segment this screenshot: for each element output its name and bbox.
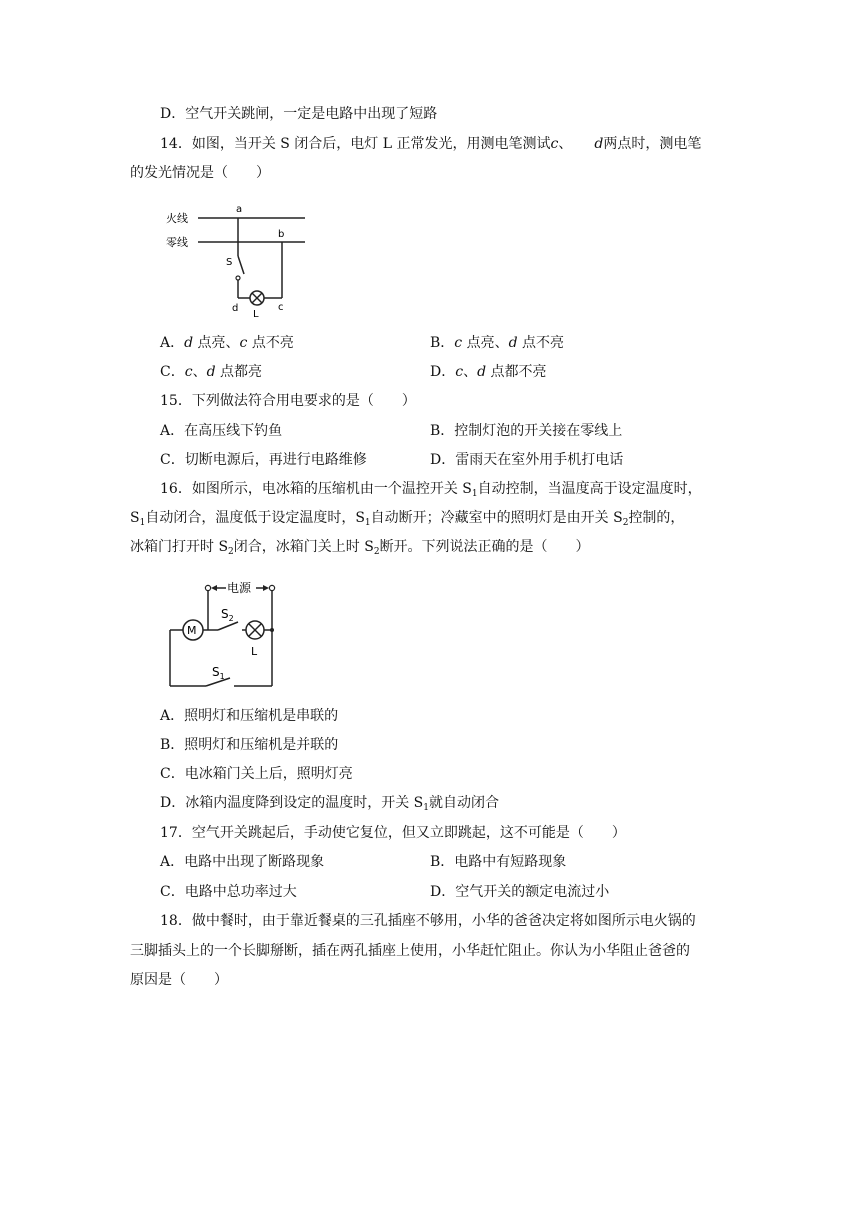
q15-option-a: A．在高压线下钓鱼 [160,423,283,439]
q14-option-d-var1: c [455,364,464,380]
q14-option-b-letter: B． [430,335,455,351]
q14-option-d-var2: d [477,364,487,380]
q14-stem-line2: 的发光情况是（ ） [130,165,270,181]
q15-stem: 15．下列做法符合用电要求的是（ ） [160,393,416,409]
q16-l2-text1: 自动闭合，温度低于设定温度时，S [145,510,365,526]
q16-fridge-circuit-diagram [162,572,290,692]
q18-stem-line2: 三脚插头上的一个长脚掰断，插在两孔插座上使用，小华赶忙阻止。你认为小华阻止爸爸的 [130,943,690,959]
q16-option-d-sub: 1 [423,803,429,813]
q14-live-wire-label: 火线 [166,212,188,225]
q14-option-b-text1: 点亮、 [462,335,509,351]
q14-point-d-label: d [232,303,239,314]
q14-option-d-text1: 、 [463,364,478,380]
q14-option-d [430,362,547,382]
q15-option-b: B．控制灯泡的开关接在零线上 [430,423,623,439]
q14-point-c-label: c [278,302,284,313]
q14-neutral-wire-label: 零线 [166,236,188,249]
q16-l2-sub2: 1 [364,518,371,528]
q16-switch1-label [212,665,225,681]
q14-option-a-letter: A． [160,335,185,351]
q16-l3-text1: 冰箱门打开时 S [130,539,229,555]
q16-stem-line3 [130,537,590,562]
q16-option-b: B．照明灯和压缩机是并联的 [160,737,339,753]
q16-power-source-label: 电源 [227,581,252,595]
q14-option-d-letter: D． [430,364,456,380]
q14-point-b-label: b [278,229,285,240]
q16-l3-sub2: 2 [373,547,380,557]
q16-l2-sub3: 2 [622,518,629,528]
q14-option-a-text1: 点亮、 [193,335,240,351]
q16-l2-s: S [130,510,140,526]
q16-option-d-tail: 就自动闭合 [429,795,499,811]
q14-stem-sep: 、 [558,136,573,152]
q18-stem-line3: 原因是（ ） [130,972,228,988]
q16-switch2-label [221,607,234,623]
q14-lamp-label: L [253,309,259,320]
q16-stem-line2 [130,508,684,533]
q16-option-c: C．电冰箱门关上后，照明灯亮 [160,766,353,782]
q14-stem-text: 14．如图，当开关 S 闭合后，电灯 L 正常发光，用测电笔测试 [160,136,551,152]
q14-option-a-var1: d [184,335,194,351]
q16-l3-sub1: 2 [228,547,234,557]
q16-l1-text: 16．如图所示，电冰箱的压缩机由一个温控开关 S [160,481,472,497]
q14-circuit-diagram [160,198,315,323]
q14-option-c-text1: 、 [192,364,207,380]
q14-point-d: d [594,136,604,152]
q14-option-c-letter: C． [160,364,185,380]
q16-switch1-letter: S [212,665,220,679]
q13-option-d: D．空气开关跳闸，一定是电路中出现了短路 [160,106,438,122]
q14-option-b [430,333,564,353]
q16-l3-text2: 闭合，冰箱门关上时 S [233,539,374,555]
q16-switch2-letter: S [221,607,229,621]
q14-option-d-text2: 点都不亮 [486,364,547,380]
q14-option-a-var2: c [239,335,248,351]
q16-option-a: A．照明灯和压缩机是串联的 [160,708,339,724]
q15-option-c: C．切断电源后，再进行电路维修 [160,452,367,468]
q14-point-c: c [550,136,559,152]
q16-stem-line1 [160,479,702,504]
q16-switch2-index: 2 [228,614,234,623]
q14-option-c [160,362,262,382]
q14-stem-line1 [160,134,701,154]
q17-option-b: B．电路中有短路现象 [430,854,567,870]
q16-option-d [160,793,499,818]
q14-option-a-text2: 点不亮 [247,335,294,351]
q16-lamp-label: L [251,645,258,658]
q15-option-d: D．雷雨天在室外用手机打电话 [430,452,624,468]
q16-l2-sub1: 1 [139,518,146,528]
q17-stem: 17．空气开关跳起后，手动使它复位，但又立即跳起，这不可能是（ ） [160,825,626,841]
q16-l1-sub: 1 [471,489,478,499]
q16-switch1-index: 1 [219,672,225,681]
q16-l3-tail: 断开。下列说法正确的是（ ） [379,539,590,555]
q14-option-c-var2: d [206,364,216,380]
q14-switch-label: S [226,257,233,268]
q14-point-a-label: a [236,204,243,215]
q14-option-a [160,333,294,353]
q14-option-c-var1: c [184,364,193,380]
q17-option-a: A．电路中出现了断路现象 [160,854,325,870]
q16-l1-tail: 自动控制，当温度高于设定温度时， [477,481,702,497]
q14-option-b-var1: c [454,335,463,351]
q17-option-c: C．电路中总功率过大 [160,884,297,900]
q14-option-b-var2: d [508,335,518,351]
q18-stem-line1: 18．做中餐时，由于靠近餐桌的三孔插座不够用，小华的爸爸决定将如图所示电火锅的 [160,913,696,929]
q14-stem-tail: 两点时，测电笔 [603,136,702,152]
q16-option-d-text: D．冰箱内温度降到设定的温度时，开关 S [160,795,424,811]
q16-l2-tail: 控制的， [628,510,685,526]
q14-option-b-text2: 点不亮 [517,335,565,351]
q14-option-c-text2: 点都亮 [215,364,262,380]
q17-option-d: D．空气开关的额定电流过小 [430,884,610,900]
q16-motor-label: M [187,624,197,637]
q16-l2-text2: 自动断开；冷藏室中的照明灯是由开关 S [370,510,623,526]
